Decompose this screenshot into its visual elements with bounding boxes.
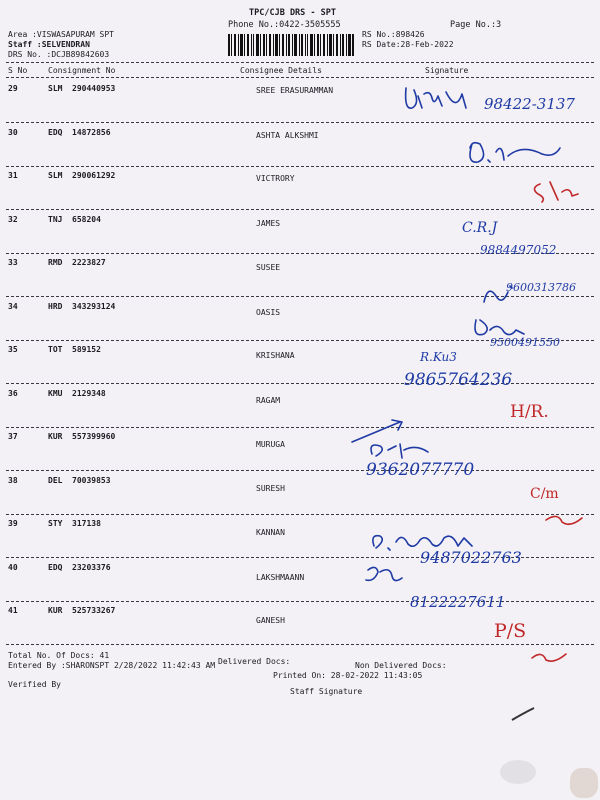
row-divider bbox=[6, 209, 594, 210]
handwritten-initials-32: C.R.J bbox=[462, 220, 498, 236]
row-sno: 36 bbox=[8, 389, 18, 398]
row-consignee-name: JAMES bbox=[256, 219, 281, 228]
footer-rule bbox=[6, 644, 594, 645]
row-consignment-code: DEL bbox=[48, 476, 63, 485]
handwritten-note-36: H/R. bbox=[510, 402, 549, 422]
entered-by: Entered By :SHARONSPT 2/28/2022 11:42:43 AM bbox=[8, 661, 216, 670]
handwritten-phone-41: 8122227611 bbox=[410, 593, 506, 611]
scan-corner-fold bbox=[570, 768, 598, 798]
row-consignee-name: KANNAN bbox=[256, 528, 285, 537]
stray-ink-mark bbox=[508, 704, 538, 724]
non-delivered-docs: Non Delivered Docs: bbox=[355, 661, 447, 670]
row-sno: 40 bbox=[8, 563, 18, 572]
row-divider bbox=[6, 427, 594, 428]
scan-smudge bbox=[500, 760, 536, 784]
row-consignee-name: GANESH bbox=[256, 616, 285, 625]
col-sno: S No bbox=[8, 66, 28, 75]
row-sno: 37 bbox=[8, 432, 18, 441]
signature-37 bbox=[366, 438, 436, 462]
verified-by: Verified By bbox=[8, 680, 61, 689]
row-consignment-number: 525733267 bbox=[72, 606, 116, 615]
row-consignment-number: 23203376 bbox=[72, 563, 111, 572]
row-consignment-code: EDQ bbox=[48, 563, 63, 572]
signature-40 bbox=[362, 562, 406, 588]
row-divider bbox=[6, 470, 594, 471]
row-consignee-name: SREE ERASURAMMAN bbox=[256, 86, 334, 95]
row-divider bbox=[6, 122, 594, 123]
row-consignment-number: 290061292 bbox=[72, 171, 116, 180]
row-consignment-number: 343293124 bbox=[72, 302, 116, 311]
row-consignment-code: KMU bbox=[48, 389, 63, 398]
row-sno: 31 bbox=[8, 171, 18, 180]
staff-signature-label: Staff Signature bbox=[290, 687, 363, 696]
row-divider bbox=[6, 166, 594, 167]
red-mark-38 bbox=[542, 508, 588, 528]
row-consignment-number: 589152 bbox=[72, 345, 101, 354]
row-consignment-number: 2223827 bbox=[72, 258, 106, 267]
signature-31 bbox=[528, 176, 588, 204]
handwritten-phone-34a: 9600313786 bbox=[506, 281, 576, 294]
handwritten-phone-35: 9865764236 bbox=[404, 370, 513, 390]
row-sno: 41 bbox=[8, 606, 18, 615]
handwritten-phone-37: 9362077770 bbox=[366, 460, 475, 480]
col-signature: Signature bbox=[425, 66, 469, 75]
row-consignment-number: 2129348 bbox=[72, 389, 106, 398]
row-sno: 30 bbox=[8, 128, 18, 137]
document-title: TPC/CJB DRS - SPT bbox=[249, 8, 336, 18]
red-mark-41 bbox=[528, 644, 572, 666]
area-label: Area :VISWASAPURAM SPT bbox=[8, 30, 114, 39]
row-consignment-code: RMD bbox=[48, 258, 63, 267]
row-consignment-code: HRD bbox=[48, 302, 63, 311]
delivered-docs: Delivered Docs: bbox=[218, 657, 291, 666]
handwritten-name-35: R.Ku3 bbox=[420, 350, 457, 364]
row-consignment-code: EDQ bbox=[48, 128, 63, 137]
row-consignee-name: RAGAM bbox=[256, 396, 281, 405]
handwritten-phone-29: 98422-3137 bbox=[484, 95, 575, 113]
row-consignment-code: SLM bbox=[48, 84, 63, 93]
handwritten-note-41: P/S bbox=[494, 620, 527, 642]
row-consignee-name: MURUGA bbox=[256, 440, 285, 449]
row-consignment-code: KUR bbox=[48, 432, 63, 441]
row-consignee-name: SURESH bbox=[256, 484, 285, 493]
row-consignment-code: STY bbox=[48, 519, 63, 528]
row-sno: 35 bbox=[8, 345, 18, 354]
row-consignment-code: TOT bbox=[48, 345, 63, 354]
row-sno: 32 bbox=[8, 215, 18, 224]
row-sno: 29 bbox=[8, 84, 18, 93]
barcode bbox=[228, 34, 354, 56]
col-consignee: Consignee Details bbox=[240, 66, 322, 75]
page-number: Page No.:3 bbox=[450, 20, 502, 30]
row-consignee-name: VICTRORY bbox=[256, 174, 295, 183]
header-rule-bottom bbox=[6, 77, 594, 78]
row-sno: 34 bbox=[8, 302, 18, 311]
signature-37-arrow bbox=[348, 416, 408, 446]
row-divider bbox=[6, 601, 594, 602]
row-consignee-name: SUSEE bbox=[256, 263, 281, 272]
handwritten-phone-39: 9487022763 bbox=[420, 548, 522, 567]
total-docs: Total No. Of Docs: 41 bbox=[8, 651, 110, 660]
drs-number: DRS No. :DCJB89842603 bbox=[8, 50, 110, 59]
row-consignment-code: TNJ bbox=[48, 215, 63, 224]
row-divider bbox=[6, 296, 594, 297]
col-consignment: Consignment No bbox=[48, 66, 116, 75]
header-rule-top bbox=[6, 62, 594, 63]
row-sno: 38 bbox=[8, 476, 18, 485]
row-consignee-name: LAKSHMAANN bbox=[256, 573, 305, 582]
row-consignment-number: 658204 bbox=[72, 215, 101, 224]
handwritten-phone-34b: 9500491550 bbox=[490, 336, 560, 349]
printed-on: Printed On: 28-02-2022 11:43:05 bbox=[273, 671, 423, 680]
row-divider bbox=[6, 514, 594, 515]
row-consignee-name: OASIS bbox=[256, 308, 281, 317]
row-consignment-code: KUR bbox=[48, 606, 63, 615]
signature-30 bbox=[462, 138, 572, 168]
staff-label: Staff :SELVENDRAN bbox=[8, 40, 90, 49]
row-consignment-code: SLM bbox=[48, 171, 63, 180]
row-consignment-number: 14872856 bbox=[72, 128, 111, 137]
rs-date: RS Date:28-Feb-2022 bbox=[362, 40, 454, 49]
row-consignee-name: KRISHANA bbox=[256, 351, 295, 360]
row-consignment-number: 290440953 bbox=[72, 84, 116, 93]
row-consignment-number: 70039853 bbox=[72, 476, 111, 485]
rs-number: RS No.:898426 bbox=[362, 30, 425, 39]
handwritten-phone-33: 9884497052 bbox=[480, 243, 557, 257]
handwritten-note-38: C/m bbox=[530, 486, 559, 502]
row-sno: 39 bbox=[8, 519, 18, 528]
row-consignment-number: 557399960 bbox=[72, 432, 116, 441]
row-sno: 33 bbox=[8, 258, 18, 267]
phone-number: Phone No.:0422-3505555 bbox=[228, 20, 341, 30]
row-consignment-number: 317138 bbox=[72, 519, 101, 528]
row-consignee-name: ASHTA ALKSHMI bbox=[256, 131, 319, 140]
